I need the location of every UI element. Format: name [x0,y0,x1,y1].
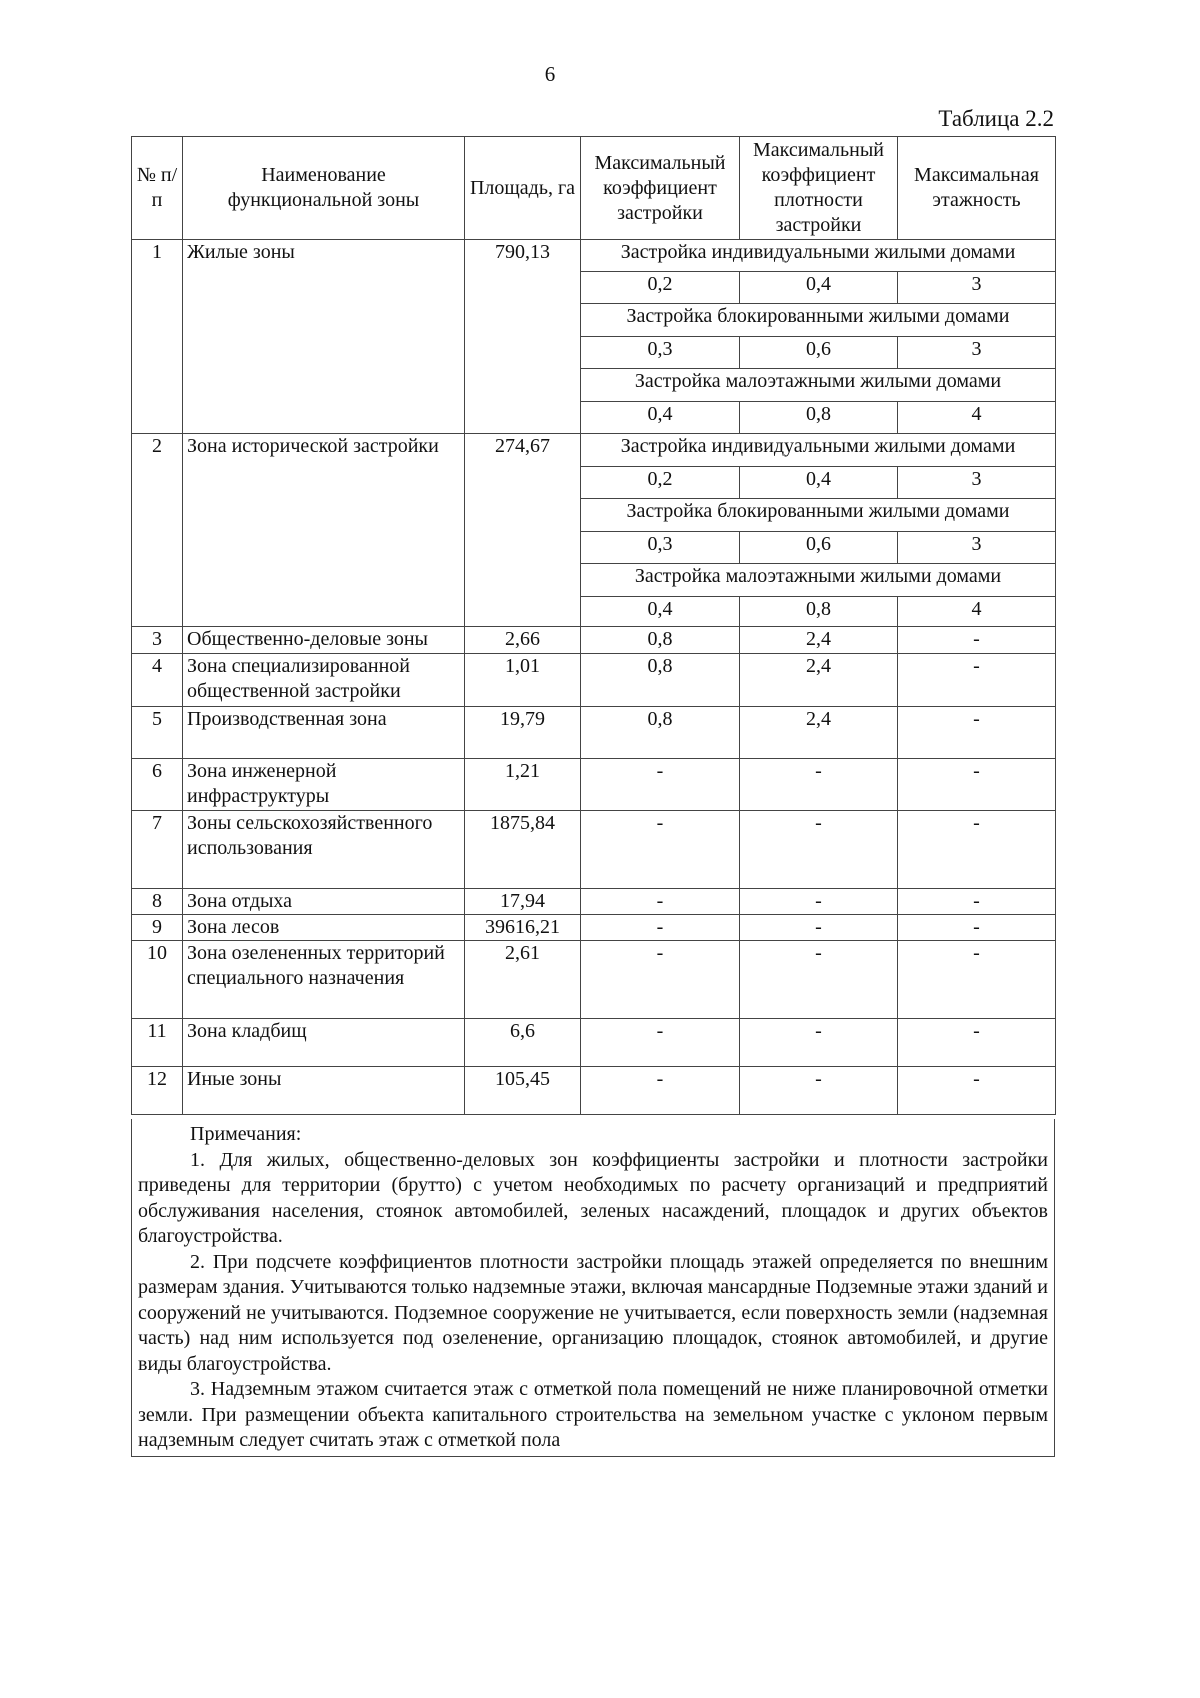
row-coef: - [581,1019,740,1067]
subzone-title: Застройка индивидуальными жилыми домами [581,434,1056,467]
row-name: Жилые зоны [183,240,465,434]
header-area: Площадь, га [465,137,581,240]
header-name: Наименование функциональной зоны [183,137,465,240]
row-floors: - [898,889,1056,915]
row-num: 7 [132,811,183,889]
row-name: Зоны сельскохозяйственного использования [183,811,465,889]
row-floors: - [898,759,1056,811]
row-num: 5 [132,707,183,759]
row-area: 1,01 [465,654,581,707]
row-num: 12 [132,1067,183,1115]
row-density: 2,4 [740,627,898,654]
row-coef: - [581,811,740,889]
row-area: 274,67 [465,434,581,627]
table-row [132,915,1056,941]
table-row [132,240,1056,272]
row-area: 6,6 [465,1019,581,1067]
row-coef: 0,8 [581,627,740,654]
row-area: 790,13 [465,240,581,434]
row-name: Зона озелененных территорий специального назначения [183,941,465,1019]
note-item: 2. При подсчете коэффициентов плотности застройки площадь этажей определяется по внешним размерам здания. Учитываются только надземные этажи, включая мансардные Подземные этажи зданий и сооружений не учитываются. Подземное сооружение не учитывается, если поверхность земли (надземная часть) над ним используется под озеленение, организацию площадок, стоянок автомобилей, и другие виды благоустройства. [138,1250,1048,1375]
header-coef: Максимальный коэффициент застройки [581,137,740,240]
row-num: 10 [132,941,183,1019]
row-coef: 0,8 [581,707,740,759]
row-floors: 4 [898,597,1056,627]
row-density: - [740,915,898,941]
row-area: 17,94 [465,889,581,915]
row-area: 1875,84 [465,811,581,889]
row-density: 0,6 [740,532,898,564]
note-item: 3. Надземным этажом считается этаж с отметкой пола помещений не ниже планировочной отметки земли. При размещении объекта капитального строительства на земельном участке с уклоном первым надземным следует считать этаж с отметкой пола [138,1378,1048,1451]
row-coef: 0,4 [581,402,740,434]
table-row [132,811,1056,889]
row-coef: 0,2 [581,272,740,304]
row-area: 1,21 [465,759,581,811]
row-area: 2,66 [465,627,581,654]
row-density: - [740,759,898,811]
subzone-title: Застройка малоэтажными жилыми домами [581,369,1056,402]
row-coef: - [581,915,740,941]
row-floors: - [898,627,1056,654]
row-floors: 3 [898,532,1056,564]
subzone-title: Застройка блокированными жилыми домами [581,499,1056,532]
row-floors: - [898,1019,1056,1067]
table-row [132,759,1056,811]
table-row [132,1067,1056,1115]
table-row [132,707,1056,759]
notes-title: Примечания: [190,1123,302,1145]
note-item: 1. Для жилых, общественно-деловых зон коэффициенты застройки и плотности застройки приведены для территории (брутто) с учетом необходимых по расчету организаций и предприятий обслуживания населения, стоянок автомобилей, зеленых насаждений, площадок и других объектов благоустройства. [138,1148,1048,1247]
row-coef: 0,4 [581,597,740,627]
row-floors: - [898,1067,1056,1115]
row-floors: - [898,707,1056,759]
row-floors: 3 [898,467,1056,499]
row-floors: 3 [898,337,1056,369]
row-area: 39616,21 [465,915,581,941]
row-num: 9 [132,915,183,941]
row-name: Производственная зона [183,707,465,759]
row-name: Зона инженерной инфраструктуры [183,759,465,811]
row-density: - [740,811,898,889]
row-density: 2,4 [740,707,898,759]
row-floors: - [898,654,1056,707]
row-density: - [740,1067,898,1115]
row-coef: 0,8 [581,654,740,707]
row-name: Зона лесов [183,915,465,941]
row-coef: 0,2 [581,467,740,499]
page-number: 6 [544,62,556,86]
table-row [132,654,1056,707]
subzone-title: Застройка блокированными жилыми домами [581,304,1056,337]
row-name: Зона специализированной общественной застройки [183,654,465,707]
row-num: 3 [132,627,183,654]
row-num: 1 [132,240,183,434]
row-name: Зона кладбищ [183,1019,465,1067]
row-coef: - [581,759,740,811]
row-coef: - [581,941,740,1019]
row-area: 105,45 [465,1067,581,1115]
row-area: 19,79 [465,707,581,759]
row-density: 0,4 [740,467,898,499]
zones-table [131,136,1056,1115]
row-coef: - [581,889,740,915]
row-density: - [740,889,898,915]
row-coef: 0,3 [581,337,740,369]
subzone-title: Застройка индивидуальными жилыми домами [581,240,1056,272]
table-row [132,627,1056,654]
table-caption: Таблица 2.2 [938,106,1054,131]
row-density: 2,4 [740,654,898,707]
row-num: 4 [132,654,183,707]
row-name: Зона отдыха [183,889,465,915]
table-row [132,1019,1056,1067]
notes-section [131,1119,1055,1457]
row-floors: 3 [898,272,1056,304]
row-name: Иные зоны [183,1067,465,1115]
row-density: - [740,1019,898,1067]
row-floors: - [898,915,1056,941]
row-density: - [740,941,898,1019]
row-num: 8 [132,889,183,915]
table-row [132,889,1056,915]
row-num: 11 [132,1019,183,1067]
row-area: 2,61 [465,941,581,1019]
row-name: Зона исторической застройки [183,434,465,627]
row-name: Общественно-деловые зоны [183,627,465,654]
row-floors: 4 [898,402,1056,434]
table-row [132,941,1056,1019]
header-density: Максимальный коэффициент плотности застройки [740,137,898,240]
table-row [132,434,1056,467]
row-num: 6 [132,759,183,811]
row-density: 0,4 [740,272,898,304]
row-floors: - [898,811,1056,889]
row-coef: - [581,1067,740,1115]
row-num: 2 [132,434,183,627]
header-num: № п/п [132,137,183,240]
header-floors: Максимальная этажность [898,137,1056,240]
header-row [132,137,1056,240]
row-density: 0,6 [740,337,898,369]
subzone-title: Застройка малоэтажными жилыми домами [581,564,1056,597]
row-density: 0,8 [740,402,898,434]
row-density: 0,8 [740,597,898,627]
row-coef: 0,3 [581,532,740,564]
row-floors: - [898,941,1056,1019]
